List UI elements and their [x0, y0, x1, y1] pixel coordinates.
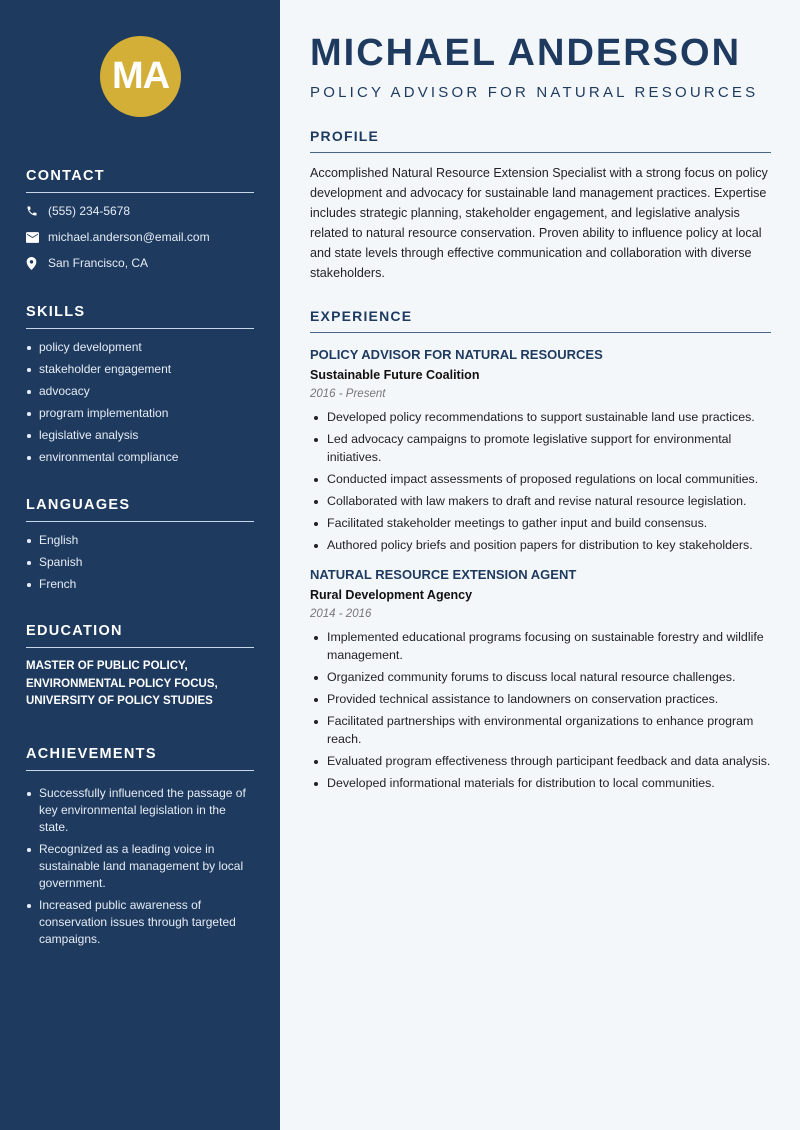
job-bullets — [310, 408, 771, 554]
skill-item: program implementation — [26, 405, 254, 422]
contact-phone-text: (555) 234-5678 — [48, 204, 131, 218]
achievement-item: Successfully influenced the passage of key environmental legislation in the state. — [26, 785, 254, 836]
job-bullet: Led advocacy campaigns to promote legislative support for environmental initiatives. — [310, 430, 771, 466]
achievement-item: Recognized as a leading voice in sustainable land management by local government. — [26, 841, 254, 892]
language-item: French — [26, 576, 254, 593]
avatar-initials: MA — [111, 55, 170, 97]
job-bullet: Evaluated program effectiveness through participant feedback and data analysis. — [310, 752, 771, 770]
skill-item: advocacy — [26, 383, 254, 400]
education-heading: EDUCATION — [26, 623, 254, 648]
job-role: POLICY ADVISOR FOR NATURAL RESOURCES — [310, 347, 603, 362]
experience-heading: EXPERIENCE — [310, 308, 771, 333]
contact-email[interactable] — [26, 229, 254, 245]
location-pin-icon — [26, 257, 48, 270]
job-company: Sustainable Future Coalition — [310, 368, 480, 382]
languages-heading: LANGUAGES — [26, 497, 254, 522]
languages-section — [26, 497, 254, 598]
candidate-title: POLICY ADVISOR FOR NATURAL RESOURCES — [310, 84, 759, 101]
job-bullet: Developed informational materials for distribution to local communities. — [310, 774, 771, 792]
skills-list — [26, 339, 254, 466]
achievements-section — [26, 746, 254, 953]
language-item: English — [26, 532, 254, 549]
candidate-name: MICHAEL ANDERSON — [310, 32, 742, 74]
job-bullets — [310, 628, 771, 792]
job-entry — [310, 347, 771, 554]
education-section — [26, 623, 254, 711]
job-bullet: Implemented educational programs focusing on sustainable forestry and wildlife management. — [310, 628, 771, 664]
job-bullet: Collaborated with law makers to draft and revise natural resource legislation. — [310, 492, 771, 510]
skills-heading: SKILLS — [26, 304, 254, 329]
education-degree: MASTER OF PUBLIC POLICY, ENVIRONMENTAL POLICY FOCUS, UNIVERSITY OF POLICY STUDIES — [26, 660, 218, 707]
job-entry — [310, 567, 771, 792]
job-company: Rural Development Agency — [310, 588, 473, 602]
skill-item: stakeholder engagement — [26, 361, 254, 378]
avatar — [100, 36, 181, 117]
contact-location — [26, 255, 254, 271]
job-bullet: Facilitated partnerships with environmental organizations to enhance program reach. — [310, 712, 771, 748]
contact-email-text: michael.anderson@email.com — [48, 230, 210, 244]
job-bullet: Authored policy briefs and position papers for distribution to key stakeholders. — [310, 536, 771, 554]
job-dates: 2014 - 2016 — [310, 608, 372, 620]
job-role: NATURAL RESOURCE EXTENSION AGENT — [310, 567, 577, 582]
experience-section — [310, 308, 771, 796]
profile-summary: Accomplished Natural Resource Extension Specialist with a strong focus on policy development and advocacy for sustainable land management practices. Expertise includes strategic planning, stakeholder engagement, and legislative analysis related to natural resource conservation. Proven ability to influence policy at local and state levels through effective communication and collaboration with diverse stakeholders. — [310, 166, 768, 280]
contact-location-text: San Francisco, CA — [48, 256, 149, 270]
skill-item: environmental compliance — [26, 449, 254, 466]
skill-item: legislative analysis — [26, 427, 254, 444]
phone-icon — [26, 205, 48, 217]
job-bullet: Conducted impact assessments of proposed regulations on local communities. — [310, 470, 771, 488]
mail-icon — [26, 232, 48, 243]
contact-phone[interactable] — [26, 203, 254, 219]
achievements-heading: ACHIEVEMENTS — [26, 746, 254, 771]
skill-item: policy development — [26, 339, 254, 356]
languages-list — [26, 532, 254, 593]
contact-heading: CONTACT — [26, 168, 254, 193]
contact-section — [26, 168, 254, 281]
job-bullet: Developed policy recommendations to support sustainable land use practices. — [310, 408, 771, 426]
job-bullet: Organized community forums to discuss local natural resource challenges. — [310, 668, 771, 686]
sidebar — [0, 0, 280, 1130]
profile-heading: PROFILE — [310, 128, 771, 153]
skills-section — [26, 304, 254, 471]
achievements-list — [26, 785, 254, 948]
job-dates: 2016 - Present — [310, 388, 386, 400]
achievement-item: Increased public awareness of conservation issues through targeted campaigns. — [26, 897, 254, 948]
job-bullet: Facilitated stakeholder meetings to gather input and build consensus. — [310, 514, 771, 532]
job-bullet: Provided technical assistance to landowners on conservation practices. — [310, 690, 771, 708]
profile-section — [310, 128, 771, 283]
language-item: Spanish — [26, 554, 254, 571]
